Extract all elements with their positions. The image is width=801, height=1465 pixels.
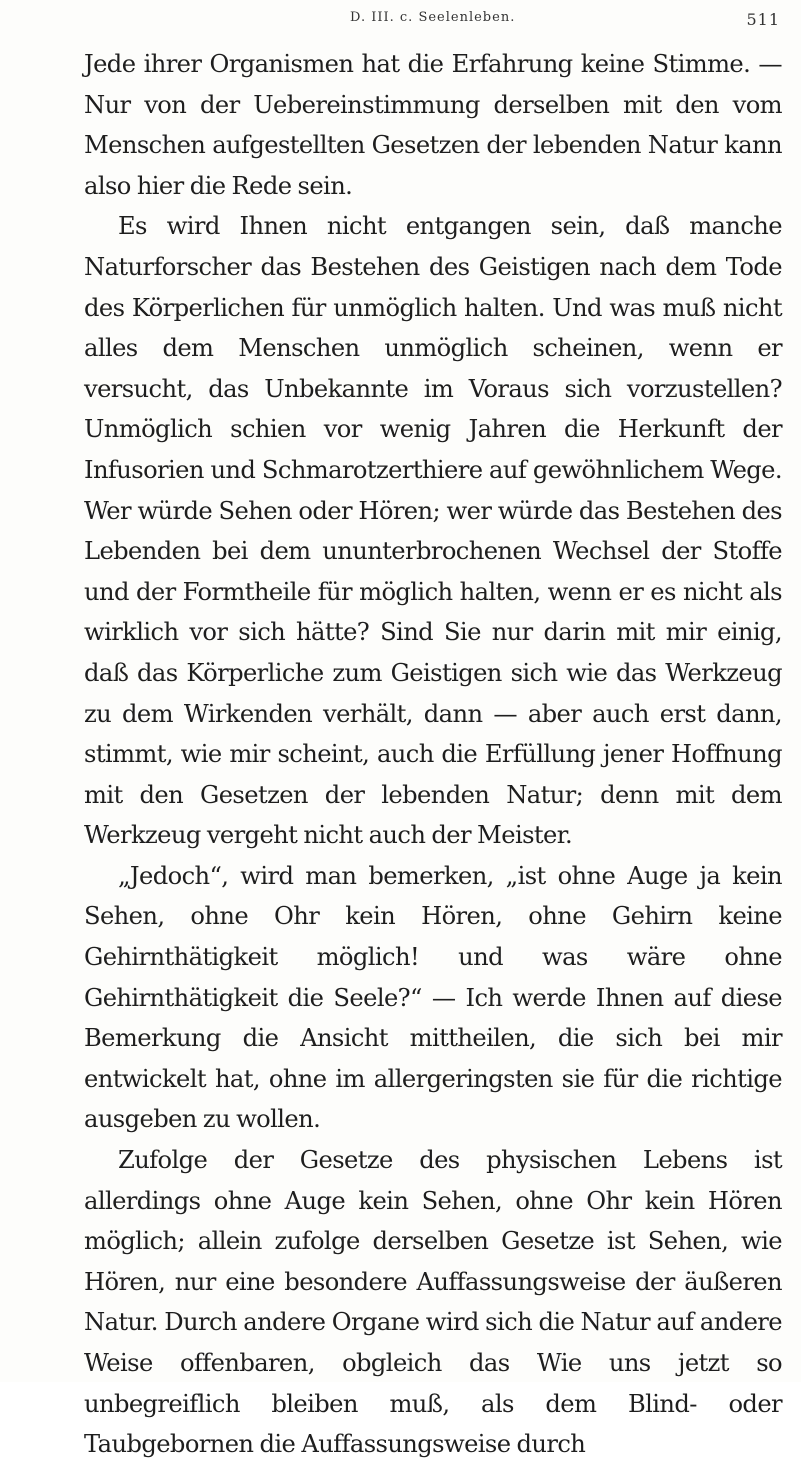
running-head-title: D. III. c. Seelenleben. — [350, 10, 516, 25]
paragraph: Zufolge der Gesetze des physischen Lebens ist allerdings ohne Auge kein Sehen, ohne Ohr kein Hören möglich; allein zufolge derselben Gesetze ist Sehen, wie Hören, nur eine besondere Auffassungsweise der äußeren Natur. Durch andere Organe wird sich die Natur auf andere Weise offenbaren, obgleich das Wie uns jetzt so unbegreiflich bleiben muß, als dem Blind- oder Taubgebornen die Auffassungsweise durch — [84, 1146, 782, 1459]
paragraph: Jede ihrer Organismen hat die Erfahrung keine Stimme. — Nur von der Uebereinstimmung derselben mit den vom Menschen aufgestellten Gesetzen der lebenden Natur kann also hier die Rede sein. — [84, 50, 782, 200]
paragraph: Es wird Ihnen nicht entgangen sein, daß manche Naturforscher das Bestehen des Geistigen nach dem Tode des Körperlichen für unmöglich halten. Und was muß nicht alles dem Menschen unmöglich scheinen, wenn er versucht, das Unbekannte im Voraus sich vorzustellen? Unmöglich schien vor wenig Jahren die Herkunft der Infusorien und Schmarotzerthiere auf gewöhnlichem Wege. Wer würde Sehen oder Hören; wer würde das Bestehen des Lebenden bei dem ununterbrochenen Wechsel der Stoffe und der Formtheile für möglich halten, wenn er es nicht als wirklich vor sich hätte? Sind Sie nur darin mit mir einig, daß das Körperliche zum Geistigen sich wie das Werkzeug zu dem Wirkenden verhält, dann — aber auch erst dann, stimmt, wie mir scheint, auch die Erfüllung jener Hoffnung mit den Gesetzen der lebenden Natur; denn mit dem Werkzeug vergeht nicht auch der Meister. — [84, 212, 782, 850]
page-number: 511 — [746, 10, 780, 29]
running-head — [90, 6, 780, 36]
paragraph: „Jedoch“, wird man bemerken, „ist ohne Auge ja kein Sehen, ohne Ohr kein Hören, ohne Gehirn keine Gehirnthätigkeit möglich! und was wäre ohne Gehirnthätigkeit die Seele?“ — Ich werde Ihnen auf diese Bemerkung die Ansicht mittheilen, die sich bei mir entwickelt hat, ohne im allergeringsten sie für die richtige ausgeben zu wollen. — [84, 861, 782, 1134]
body-text — [84, 44, 782, 1465]
